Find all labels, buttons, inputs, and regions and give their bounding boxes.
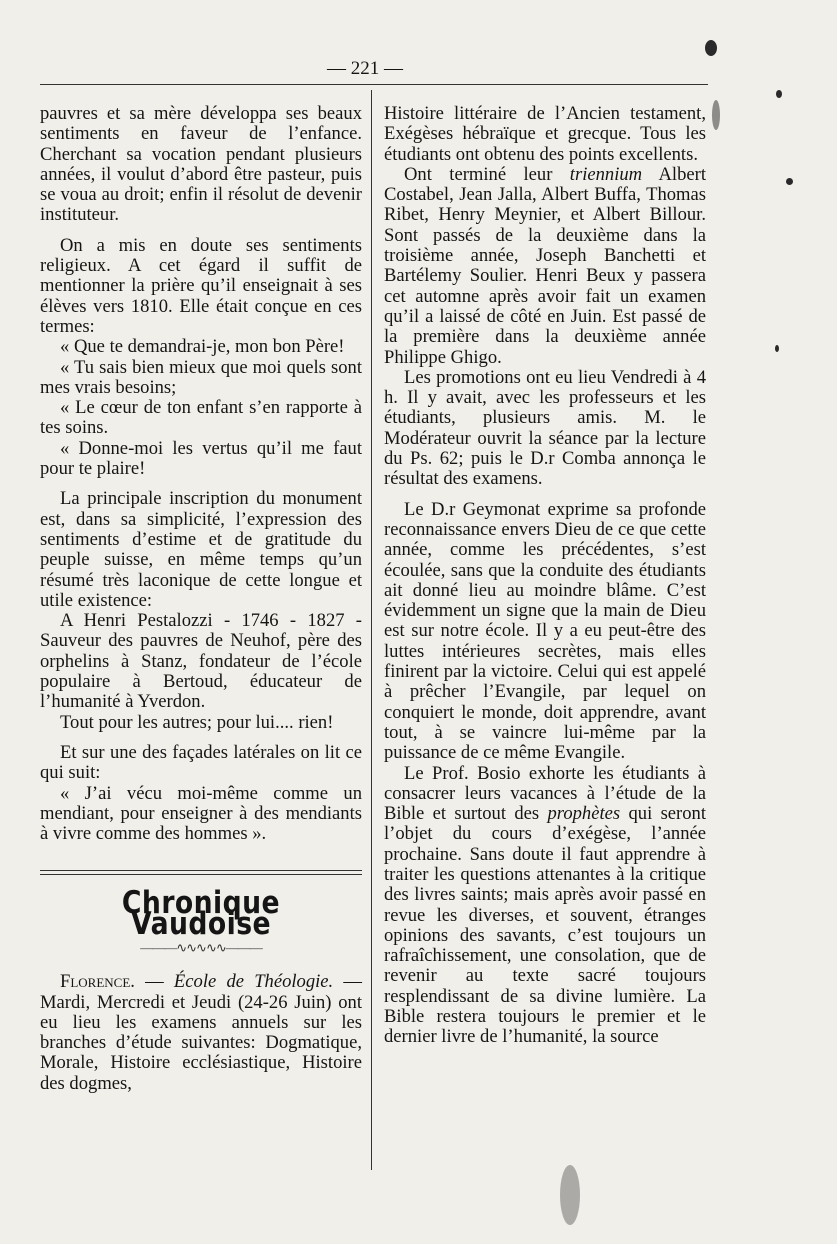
paragraph: Le D.r Geymonat exprime sa profonde reconnaissance envers Dieu de ce que cette année, comme les précédentes, s’est écoulée, sans que la conduite des étudiants ait donné lieu au moindre blâme. C’est évidemment un signe que la main de Dieu est sur notre école. Il y a eu peut-être des luttes intérieures secrètes, mais elles finirent par la victoire. Celui qui est appelé à prêcher l’Evangile, par lequel on conquiert le monde, doit apprendre, avant tout, à se vaincre lui-même par la puissance de ce même Evangile.	[384, 498, 706, 764]
scan-speck	[776, 90, 782, 98]
text-run: qui seront l’objet du cours d’exégèse, l’année prochaine. Sans doute il faut apprendre à traiter les questions attenantes à la critique des livres saints; mais après avoir passé en revue les diverses, et souvent, étranges opinions des savants, c’est toujours un rafraîchissement, une consolation, que de revenir au texte sacré toujours resplendissant de sa divine lumière. La Bible restera toujours le premier et le dernier livre de l’humanité, la source	[384, 803, 707, 1048]
text-run: Albert Costabel, Jean Jalla, Albert Buffa, Thomas Ribet, Henry Meynier, et Albert Billour. Sont passés de la deuxième dans la troisième année, Joseph Banchetti et Bartélemy Soulier. Henri Beux y passera cet automne après avoir fait un examen qu’il a laissé de côté en Juin. Est passé de la première dans la deuxième année Philippe Ghigo.	[384, 163, 706, 368]
italic-term: triennium	[569, 163, 643, 185]
paragraph	[384, 764, 706, 1048]
prayer-line: « Donne-moi les vertus qu’il me faut pour te plaire!	[40, 437, 362, 480]
text-run: Ont terminé leur	[404, 163, 570, 185]
paragraph: Histoire littéraire de l’Ancien testament, Exégèses hébraïque et grecque. Tous les étudiants ont obtenu des points excellents.	[384, 103, 706, 165]
prayer-line: « Que te demandrai-je, mon bon Père!	[60, 336, 345, 358]
ornament: ———∿∿∿∿∿———	[140, 939, 262, 955]
prayer-line: « Le cœur de ton enfant s’en rapporte à tes soins.	[40, 397, 362, 439]
left-column	[40, 104, 362, 1094]
prayer-line: « Tu sais bien mieux que moi quels sont mes vrais besoins;	[40, 356, 362, 398]
paragraph: La principale inscription du monument est, dans sa simplicité, l’expression des sentiments d’estime et de gratitude du peuple suisse, en même temps qu’un résumé très laconique de cette longue et utile existence:	[40, 488, 362, 611]
page-number: — 221 —	[327, 58, 403, 79]
section-title: Chronique Vaudoise	[121, 885, 281, 942]
header-rule	[40, 84, 708, 85]
dash: —	[134, 971, 174, 993]
inscription: A Henri Pestalozzi - 1746 - 1827 - Sauveur des pauvres de Neuhof, père des orphelins à Stanz, fondateur de l’école populaire à Bertoud, éducateur de l’humanité à Yverdon.	[40, 610, 362, 713]
paragraph: Et sur une des façades latérales on lit ce qui suit:	[40, 741, 362, 784]
paragraph	[384, 165, 706, 368]
section-body: — Mardi, Mercredi et Jeudi (24-26 Juin) ont eu lieu les examens annuels sur les branches d’étude suivantes: Dogmatique, Morale, Histoire ecclésiastique, Histoire des dogmes,	[40, 971, 362, 1094]
paragraph: Les promotions ont eu lieu Vendredi à 4 h. Il y avait, avec les professeurs et les étudiants, plusieurs amis. M. le Modérateur ouvrit la séance par la lecture du Ps. 62; puis le D.r Comba annonça le résultat des examens.	[384, 366, 706, 490]
section-rule	[40, 870, 362, 875]
right-column	[384, 104, 706, 1048]
section-subject: École de Théologie.	[173, 971, 334, 993]
section-paragraph	[40, 972, 362, 1094]
paragraph: Tout pour les autres; pour lui.... rien!	[60, 711, 334, 733]
scan-speck	[712, 100, 720, 130]
scan-speck	[775, 345, 779, 352]
text-run: Le Prof. Bosio exhorte les étudiants à consacrer leurs vacances à l’étude de la Bible et surtout des	[384, 762, 706, 825]
place-name: Florence.	[60, 971, 135, 993]
italic-term: prophètes	[547, 803, 621, 825]
quote: « J’ai vécu moi-même comme un mendiant, pour enseigner à des mendiants à vivre comme des hommes ».	[40, 782, 362, 845]
column-divider	[371, 90, 372, 1170]
scan-speck	[560, 1165, 580, 1225]
scan-speck	[705, 40, 717, 56]
paragraph: On a mis en doute ses sentiments religieux. A cet égard il suffit de mentionner la prière qu’il enseignait à ses élèves vers 1810. Elle était conçue en ces termes:	[40, 234, 362, 337]
scan-speck	[786, 178, 793, 185]
paragraph: pauvres et sa mère développa ses beaux sentiments en faveur de l’enfance. Cherchant sa vocation pendant plusieurs années, il voulut d’abord être pasteur, puis se voua au droit; enfin il résolut de devenir instituteur.	[40, 103, 362, 226]
